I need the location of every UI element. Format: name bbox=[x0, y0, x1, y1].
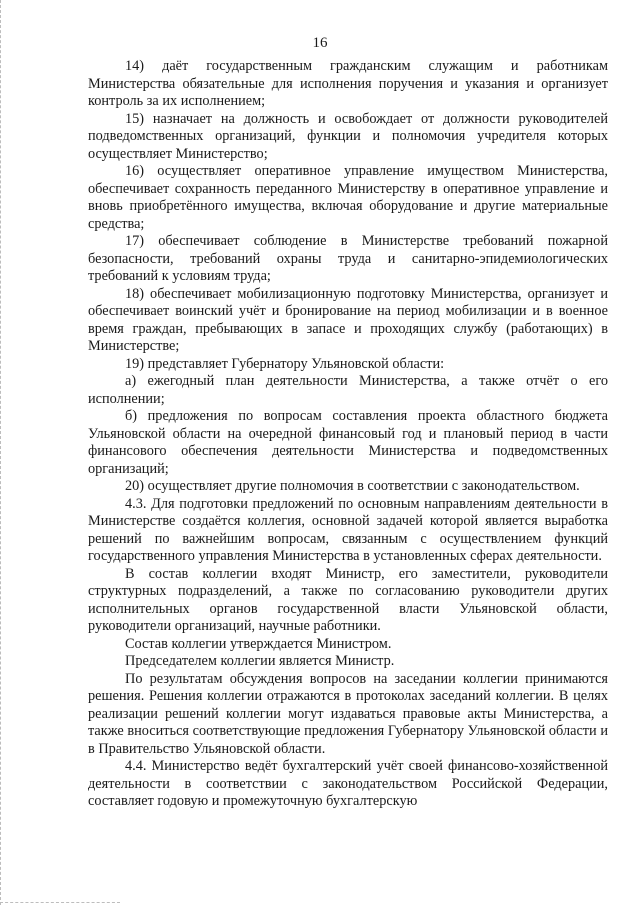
paragraph-collegium-approval: Состав коллегии утверждается Министром. bbox=[125, 635, 392, 652]
page-number: 16 bbox=[312, 35, 328, 51]
paragraph-item-17: 17) обеспечивает соблюдение в Министерстве требований пожарной безопасности, требований охраны труда и санитарно-эпидемиологических требований к условиям труда; bbox=[88, 233, 608, 284]
paragraph-item-19: 19) представляет Губернатору Ульяновской области: bbox=[125, 355, 445, 372]
scan-edge-left bbox=[0, 0, 5, 905]
paragraph-section-4-4: 4.4. Министерство ведёт бухгалтерский учёт своей финансово-хозяйственной деятельности в соответствии с законодательством Российской Федерации, составляет годовую и промежуточную бухгалтерскую bbox=[88, 758, 608, 809]
paragraph-collegium-chair: Председателем коллегии является Министр. bbox=[125, 653, 395, 669]
paragraph-collegium-members: В состав коллегии входят Министр, его заместители, руководители структурных подразделений, а также по согласованию руководители других исполнительных органов государственной власти Ульяновской области, руководители организаций, научные работники. bbox=[88, 565, 608, 634]
scan-edge-bottom bbox=[0, 902, 120, 903]
paragraph-subitem-b: б) предложения по вопросам составления проекта областного бюджета Ульяновской области на очередной финансовый год и плановый период в части финансового обеспечения деятельности Министерства и подведомственных организаций; bbox=[88, 408, 608, 477]
paragraph-item-18: 18) обеспечивает мобилизационную подготовку Министерства, организует и обеспечивает воинский учёт и бронирование на период мобилизации и в военное время граждан, пребывающих в запасе и проходящих службу (работающих) в Министерстве; bbox=[88, 285, 608, 354]
paragraph-item-15: 15) назначает на должность и освобождает от должности руководителей подведомственных организаций, функции и полномочия учредителя которых осуществляет Министерство; bbox=[88, 110, 608, 162]
paragraph-collegium-decisions: По результатам обсуждения вопросов на заседании коллегии принимаются решения. Решения коллегии отражаются в протоколах заседаний коллегии. В целях реализации решений коллегии могут издаваться правовые акты Министерства, а также вноситься соответствующие предложения Губернатору Ульяновской области и в Правительство Ульяновской области. bbox=[88, 670, 608, 757]
document-body bbox=[88, 58, 608, 811]
paragraph-item-14: 14) даёт государственным гражданским служащим и работникам Министерства обязательные для исполнения поручения и указания и организует контроль за их исполнением; bbox=[88, 58, 608, 109]
paragraph-section-4-3: 4.3. Для подготовки предложений по основным направлениям деятельности в Министерстве создаётся коллегия, основной задачей которой является выработка решений по важнейшим вопросам, связанным с осуществлением функций государственного управления Министерства в установленных сферах деятельности. bbox=[88, 495, 608, 564]
paragraph-item-16: 16) осуществляет оперативное управление имуществом Министерства, обеспечивает сохранность переданного Министерству в оперативное управление и вновь приобретённого имущества, включая оборудование и другие материальные средства; bbox=[88, 163, 608, 232]
paragraph-item-20: 20) осуществляет другие полномочия в соответствии с законодательством. bbox=[125, 478, 580, 494]
paragraph-subitem-a: а) ежегодный план деятельности Министерства, а также отчёт о его исполнении; bbox=[88, 373, 608, 407]
